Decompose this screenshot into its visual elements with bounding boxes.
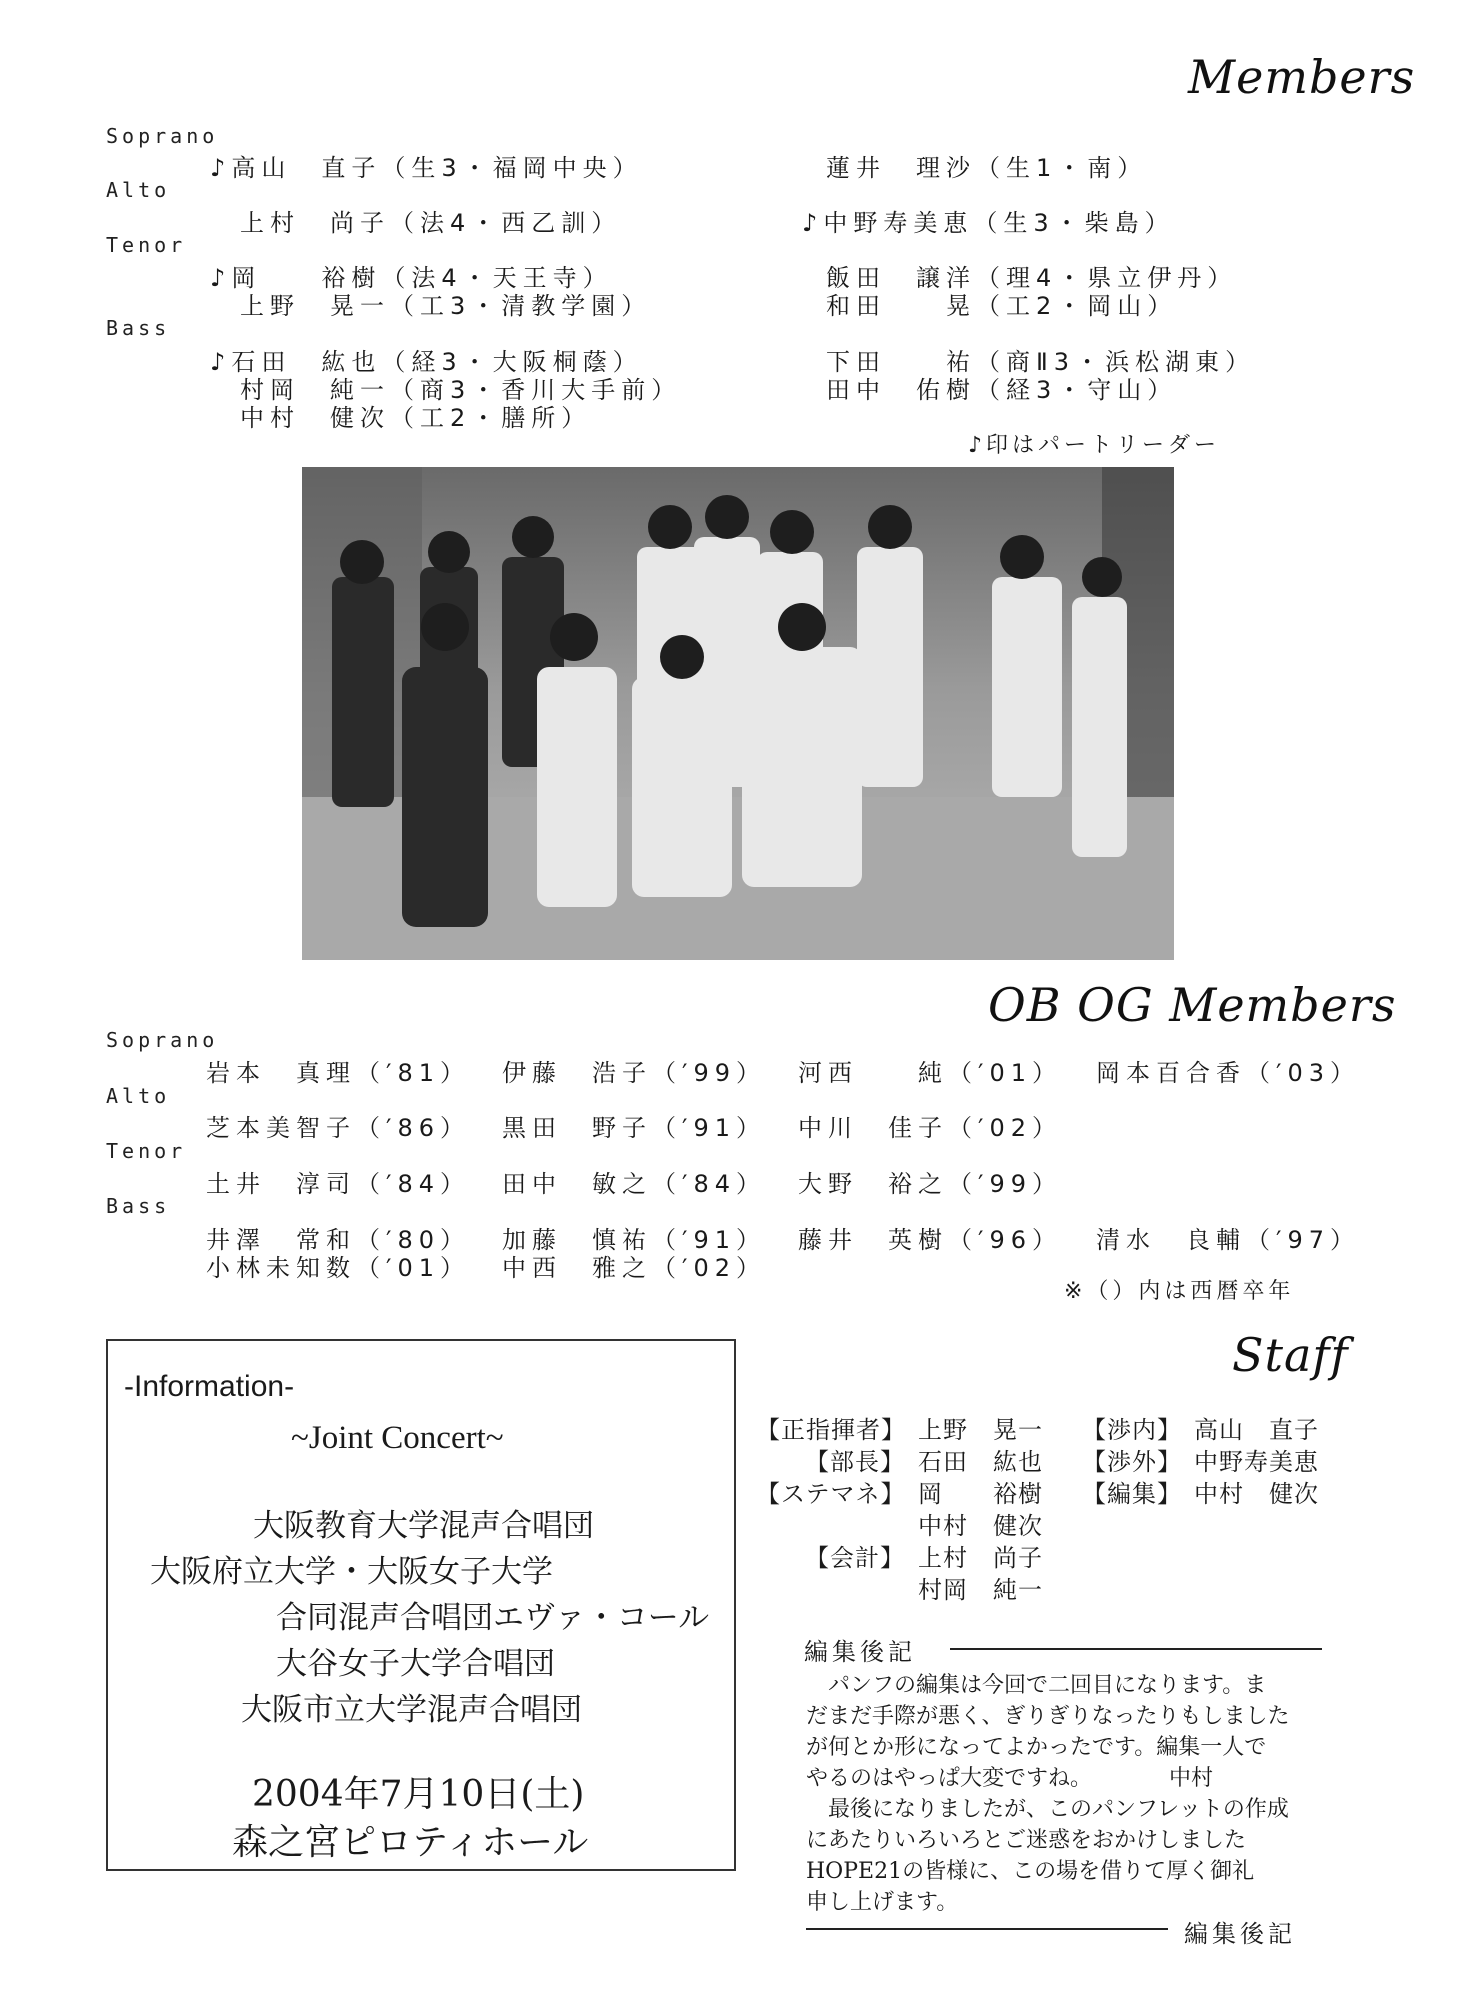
- part-label-alto: Alto: [106, 178, 171, 202]
- obog-member: 伊藤 浩子（′99）: [502, 1059, 766, 1087]
- postscript-line: 申し上げます。: [806, 1890, 959, 1915]
- obog-member: 芝本美智子（′86）: [206, 1114, 470, 1142]
- staff-role: 【渉内】: [1082, 1416, 1182, 1444]
- obog-title: OB OG Members: [988, 978, 1397, 1032]
- staff-name: 上野 晃一: [918, 1416, 1043, 1444]
- information-heading: -Information-: [124, 1370, 295, 1403]
- staff-role: 【会計】: [805, 1544, 905, 1572]
- postscript-line: 最後になりましたが、このパンフレットの作成: [806, 1797, 1289, 1822]
- member-left: ♪高山 直子（生3・福岡中央）: [210, 154, 643, 182]
- postscript-line: やるのはやっぱ大変ですね。 中村: [806, 1766, 1214, 1791]
- choir-name: 合同混声合唱団エヴァ・コール: [276, 1600, 710, 1636]
- postscript-line: HOPE21の皆様に、この場を借りて厚く御礼: [806, 1859, 1255, 1884]
- concert-date: 2004年7月10日(土): [252, 1774, 585, 1815]
- choir-name: 大阪教育大学混声合唱団: [253, 1508, 594, 1544]
- obog-member: 中川 佳子（′02）: [798, 1114, 1062, 1142]
- obog-member: 井澤 常和（′80）: [206, 1226, 470, 1254]
- staff-name: 中村 健次: [918, 1512, 1043, 1540]
- postscript-line: だまだ手際が悪く、ぎりぎりなったりもしました: [806, 1704, 1290, 1729]
- staff-role: 【ステマネ】: [756, 1480, 906, 1508]
- staff-role: 【編集】: [1082, 1480, 1182, 1508]
- staff-role: 【正指揮者】: [756, 1416, 906, 1444]
- staff-role: 【部長】: [805, 1448, 905, 1476]
- staff-name: 高山 直子: [1194, 1416, 1319, 1444]
- part-label-tenor: Tenor: [106, 233, 187, 257]
- member-left: 中村 健次（工2・膳所）: [210, 404, 592, 432]
- postscript-line: パンフの編集は今回で二回目になります。ま: [806, 1673, 1267, 1698]
- part-label-tenor: Tenor: [106, 1139, 187, 1163]
- staff-name: 中村 健次: [1194, 1480, 1319, 1508]
- staff-name: 岡 裕樹: [918, 1480, 1043, 1508]
- obog-member: 中西 雅之（′02）: [502, 1254, 766, 1282]
- part-label-bass: Bass: [106, 1194, 171, 1218]
- year-note: ※（）内は西暦卒年: [1064, 1279, 1295, 1304]
- staff-name: 石田 紘也: [918, 1448, 1043, 1476]
- obog-member: 岩本 真理（′81）: [206, 1059, 470, 1087]
- staff-role: 【渉外】: [1082, 1448, 1182, 1476]
- obog-member: 岡本百合香（′03）: [1096, 1059, 1360, 1087]
- obog-member: 藤井 英樹（′96）: [798, 1226, 1062, 1254]
- member-left: 上野 晃一（工3・清教学園）: [210, 292, 652, 320]
- member-right: 下田 祐（商Ⅱ3・浜松湖東）: [826, 348, 1256, 376]
- member-left: 上村 尚子（法4・西乙訓）: [210, 209, 622, 237]
- choir-name: 大阪市立大学混声合唱団: [241, 1692, 582, 1728]
- obog-member: 大野 裕之（′99）: [798, 1170, 1062, 1198]
- part-label-bass: Bass: [106, 316, 171, 340]
- member-right: 蓮井 理沙（生1・南）: [826, 154, 1148, 182]
- concert-venue: 森之宮ピロティホール: [232, 1822, 589, 1863]
- staff-name: 中野寿美恵: [1194, 1448, 1319, 1476]
- obog-member: 田中 敏之（′84）: [502, 1170, 766, 1198]
- concert-title: ~Joint Concert~: [291, 1420, 504, 1456]
- member-right: 和田 晃（工2・岡山）: [826, 292, 1178, 320]
- leader-note: ♪印はパートリーダー: [968, 433, 1221, 458]
- choir-name: 大阪府立大学・大阪女子大学: [150, 1554, 553, 1590]
- member-right: 飯田 譲洋（理4・県立伊丹）: [826, 264, 1238, 292]
- staff-name: 上村 尚子: [918, 1544, 1043, 1572]
- part-label-alto: Alto: [106, 1084, 171, 1108]
- choir-name: 大谷女子大学合唱団: [276, 1646, 555, 1682]
- part-label-soprano: Soprano: [106, 1028, 219, 1052]
- part-label-soprano: Soprano: [106, 124, 219, 148]
- member-right: ♪中野寿美恵（生3・柴島）: [802, 209, 1175, 237]
- postscript-rule-top: [950, 1648, 1322, 1650]
- obog-member: 河西 純（′01）: [798, 1059, 1062, 1087]
- postscript-rule-bottom: [806, 1928, 1168, 1930]
- obog-member: 黒田 野子（′91）: [502, 1114, 766, 1142]
- postscript-line: が何とか形になってよかったです。編集一人で: [806, 1735, 1267, 1760]
- obog-member: 加藤 慎祐（′91）: [502, 1226, 766, 1254]
- postscript-line: にあたりいろいろとご迷惑をおかけしました: [806, 1828, 1247, 1853]
- members-title: Members: [1188, 50, 1416, 104]
- obog-member: 清水 良輔（′97）: [1096, 1226, 1360, 1254]
- member-left: ♪岡 裕樹（法4・天王寺）: [210, 264, 613, 292]
- staff-name: 村岡 純一: [918, 1576, 1043, 1604]
- member-left: 村岡 純一（商3・香川大手前）: [210, 376, 682, 404]
- member-right: 田中 佑樹（経3・守山）: [826, 376, 1178, 404]
- group-photo: [302, 467, 1174, 960]
- obog-member: 土井 淳司（′84）: [206, 1170, 470, 1198]
- postscript-heading: 編集後記: [804, 1638, 916, 1666]
- obog-member: 小林未知数（′01）: [206, 1254, 470, 1282]
- postscript-footer: 編集後記: [1184, 1920, 1296, 1948]
- staff-title: Staff: [1232, 1328, 1349, 1382]
- member-left: ♪石田 紘也（経3・大阪桐蔭）: [210, 348, 643, 376]
